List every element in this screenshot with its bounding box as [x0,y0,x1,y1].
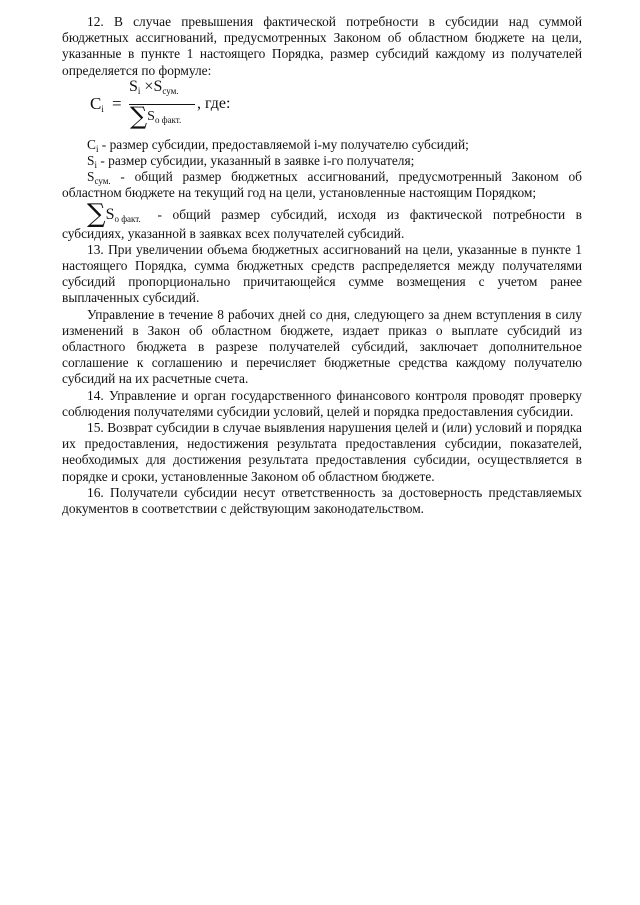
formula-denominator: $\sum S_{о факт.}$ [130,101,182,130]
paragraph-15: 15. Возврат субсидии в случае выявления нарушения целей и (или) условий и порядка их предоставления, недостижения результата предоставления субсидии, показателей, необходимых для достижения результата предоставления субсидии, осуществляется в порядке и сроки, установленные Законом об областном бюджете. [62,420,582,484]
paragraph-13: 13. При увеличении объема бюджетных ассигнований на цели, указанные в пункте 1 настоящего Порядка, сумма бюджетных средств распределяется между получателями субсидий пропорционально причитающейся сумме возмещения с учетом ранее выплаченных субсидий. [62,241,582,306]
paragraph-12: 12. В случае превышения фактической потребности в субсидии над суммой бюджетных ассигнований, предусмотренных Законом об областном бюджете на цели, указанные в пункте 1 настоящего Порядка, размер субсидий каждому из получателей определяется по формуле: [62,14,582,78]
subsidy-formula [62,79,582,137]
definition-sum: $\sum S_{о факт.}$ - общий размер субсидий, исходя из фактической потребности в субсидиях, указанной в заявках всех получателей субсидий. [62,198,582,241]
formula-ci: $C_i$ [90,93,104,114]
definition-ci: $C_i$ - размер субсидии, предоставляемой i-му получателю субсидий; [87,136,469,154]
document-page [62,14,582,517]
formula-equals: = [112,93,122,113]
paragraph-14: 14. Управление и орган государственного финансового контроля проводят проверку соблюдения получателями субсидии условий, целей и порядка предоставления субсидии. [62,387,582,419]
formula-numerator: $S_i \times S_{сум.}$ [129,77,179,96]
paragraph-16: 16. Получатели субсидии несут ответственность за достоверность представляемых документов в соответствии с действующим законодательством. [62,484,582,517]
paragraph-13-continued: Управление в течение 8 рабочих дней со дня, следующего за днем вступления в силу изменений в Закон об областном бюджете, издает приказ о выплате субсидий из областного бюджета в разрезе получателей субсидий, заключает дополнительное соглашение к соглашению и перечисляет бюджетные средства каждому получателю субсидий на их расчетные счета. [62,306,582,387]
formula-tail: , где: [197,94,231,112]
definition-ssum: $S_{сум.}$ - общий размер бюджетных ассигнований, предусмотренный Законом об областном бюджете на текущий год на цели, установленные настоящим Порядком; [62,169,582,201]
definition-si: $S_i$ - размер субсидии, указанный в заявке i-го получателя; [87,153,415,171]
sum-symbol: $\sum S_{о факт.}$ [87,198,141,229]
